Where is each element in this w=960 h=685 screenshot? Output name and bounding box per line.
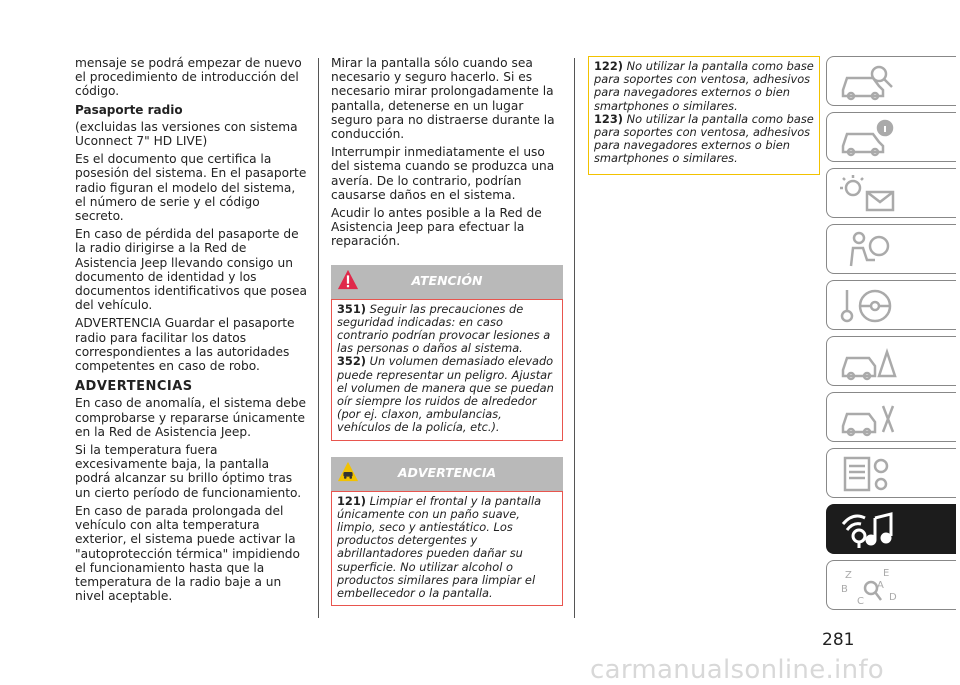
tab-emergency[interactable] — [826, 336, 956, 386]
airbag-seat-icon — [839, 230, 897, 270]
svg-text:A: A — [877, 580, 884, 591]
heading-advertencias: ADVERTENCIAS — [75, 379, 193, 395]
column-1 — [75, 56, 307, 607]
note-item: 123) No utilizar la pantalla como base para soportes con ventosa, adhesivos para navegadores externos o bien smartphones o similares. — [594, 111, 814, 166]
warning-item: 352) Un volumen demasiado elevado puede representar un peligro. Ajustar el volumen de manera que se puedan oír siempre los ruidos de alrededor (por ej. claxon, ambulancias, vehículos de la policía, etc.). — [337, 354, 554, 435]
paragraph: En caso de pérdida del pasaporte de la radio dirigirse a la Red de Asistencia Jeep llevando consigo un documento de identidad y los documentos identificativos que posea del vehículo. — [75, 227, 307, 313]
tab-car-info[interactable] — [826, 112, 956, 162]
steering-wheel-icon — [839, 286, 897, 326]
atencion-box — [331, 299, 563, 441]
watermark: carmanualsonline.info — [590, 655, 885, 685]
advertencia-title: ADVERTENCIA — [397, 464, 497, 480]
car-wrench-icon — [839, 398, 897, 438]
tab-multimedia[interactable] — [826, 504, 956, 554]
warning-item: 351) Seguir las precauciones de seguridad indicadas: en caso contrario podrían provocar lesiones a las personas o daños al sistema. — [337, 301, 551, 356]
tab-safety[interactable] — [826, 224, 956, 274]
paragraph: En caso de anomalía, el sistema debe comprobarse y repararse únicamente en la Red de Asistencia Jeep. — [75, 396, 307, 439]
page-number: 281 — [822, 630, 855, 650]
warning-light-message-icon — [839, 174, 897, 214]
chapter-tabs — [826, 56, 956, 616]
paragraph: En caso de parada prolongada del vehículo con alta temperatura exterior, el sistema puede activar la "autoprotección térmica" impidiendo el funcionamiento hasta que la temperatura de la radio baje a un nivel aceptable. — [75, 503, 300, 604]
paragraph: Si la temperatura fuera excesivamente baja, la pantalla podrá alcanzar su brillo óptimo tras un cierto período de funcionamiento. — [75, 443, 302, 500]
warning-item: 121) Limpiar el frontal y la pantalla únicamente con un paño suave, limpio, seco y antiestático. Los productos detergentes y abrillantadores pueden dañar su superficie. No utilizar alcohol o productos similares para limpiar el embellecedor o la pantalla. — [337, 493, 542, 601]
svg-text:Z: Z — [845, 570, 852, 581]
paragraph: ADVERTENCIA Guardar el pasaporte radio para facilitar los datos correspondientes a las autoridades competentes en caso de robo. — [75, 316, 295, 374]
column-divider — [318, 58, 319, 618]
paragraph: (excluidas las versiones con sistema Uconnect 7" HD LIVE) — [75, 119, 298, 149]
index-az-icon — [839, 566, 897, 606]
car-search-icon — [839, 62, 897, 102]
column-2 — [331, 56, 563, 606]
note-box — [588, 56, 820, 175]
atencion-title: ATENCIÓN — [411, 272, 483, 288]
column-3 — [588, 56, 820, 175]
svg-text:C: C — [857, 596, 864, 606]
svg-text:D: D — [889, 592, 897, 603]
atencion-band — [331, 265, 563, 299]
car-crash-icon — [839, 342, 897, 382]
svg-text:B: B — [841, 584, 848, 595]
paragraph: Mirar la pantalla sólo cuando sea necesario y seguro hacerlo. Si es necesario mirar prolongadamente la pantalla, detenerse en un lugar seguro para no distraerse durante la conducción. — [331, 56, 555, 142]
paragraph: Es el documento que certifica la posesión del sistema. En el pasaporte radio figuran el modelo del sistema, el número de serie y el código secreto. — [75, 152, 307, 224]
spec-gear-icon — [839, 454, 897, 494]
tab-index[interactable] — [826, 560, 956, 610]
advertencia-band — [331, 457, 563, 491]
multimedia-icon — [839, 510, 897, 550]
svg-text:E: E — [883, 568, 890, 579]
heading-passport: Pasaporte radio — [75, 102, 183, 117]
tab-technical-data[interactable] — [826, 448, 956, 498]
column-divider — [574, 58, 575, 618]
tab-starting-driving[interactable] — [826, 280, 956, 330]
paragraph: Interrumpir inmediatamente el uso del sistema cuando se produzca una avería. De lo contrario, podrían causarse daños en el sistema. — [331, 145, 555, 202]
tab-maintenance[interactable] — [826, 392, 956, 442]
paragraph: mensaje se podrá empezar de nuevo el procedimiento de introducción del código. — [75, 56, 302, 99]
tab-car-search[interactable] — [826, 56, 956, 106]
tab-warning-lights[interactable] — [826, 168, 956, 218]
paragraph: Acudir lo antes posible a la Red de Asistencia Jeep para efectuar la reparación. — [331, 206, 542, 249]
car-info-icon — [839, 118, 897, 158]
note-item: 122) No utilizar la pantalla como base para soportes con ventosa, adhesivos para navegadores externos o bien smartphones o similares. — [594, 59, 814, 113]
advertencia-box — [331, 491, 563, 607]
